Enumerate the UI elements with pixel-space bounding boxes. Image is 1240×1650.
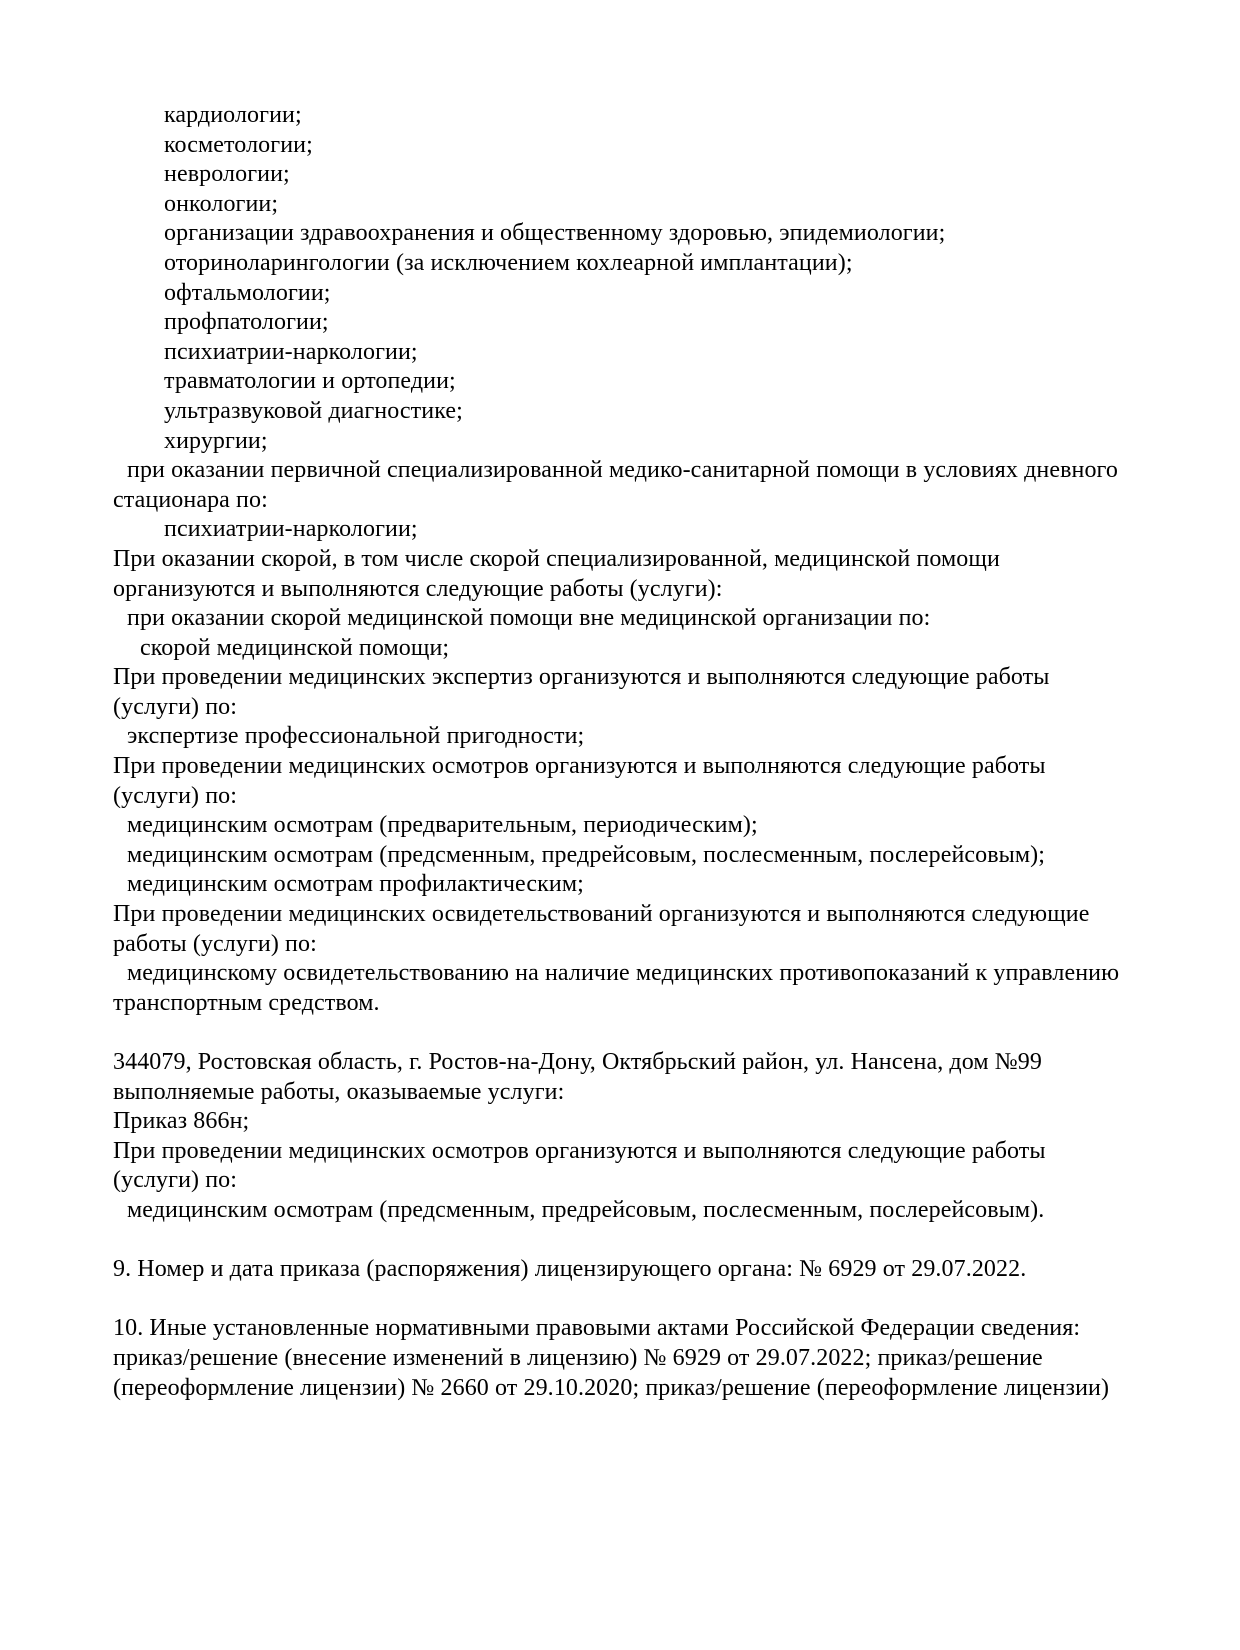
document-line: медицинским осмотрам (предсменным, предрейсовым, послесменным, послерейсовым); xyxy=(127,841,1046,868)
document-line: организации здравоохранения и общественному здоровью, эпидемиологии; xyxy=(164,220,946,247)
document-line: скорой медицинской помощи; xyxy=(140,634,450,661)
document-line: При проведении медицинских освидетельствований организуются и выполняются следующие xyxy=(113,901,1090,928)
document-line: (услуги) по: xyxy=(113,1167,238,1194)
document-line: психиатрии-наркологии; xyxy=(164,516,418,543)
document-line xyxy=(113,1226,1203,1256)
document-line: (услуги) по: xyxy=(113,782,238,809)
document-line: 9. Номер и дата приказа (распоряжения) лицензирующего органа: № 6929 от 29.07.2022. xyxy=(113,1256,1027,1283)
document-line: психиатрии-наркологии; xyxy=(164,338,418,365)
document-line: кардиологии; xyxy=(164,102,302,128)
document-line: (услуги) по: xyxy=(113,693,238,720)
document-line xyxy=(113,1018,1203,1048)
document-line: медицинскому освидетельствованию на наличие медицинских противопоказаний к управлению xyxy=(127,960,1120,987)
document-line: при оказании скорой медицинской помощи вне медицинской организации по: xyxy=(127,605,931,632)
document-line: неврологии; xyxy=(164,161,290,188)
document-line: офтальмологии; xyxy=(164,279,331,306)
document-line: Приказ 866н; xyxy=(113,1108,250,1135)
document-line: 10. Иные установленные нормативными правовыми актами Российской Федерации сведения: xyxy=(113,1315,1081,1342)
document-text-block xyxy=(113,101,1203,1403)
document-line: При проведении медицинских осмотров организуются и выполняются следующие работы xyxy=(113,1137,1046,1164)
document-line: оториноларингологии (за исключением кохлеарной имплантации); xyxy=(164,249,853,276)
document-line: хирургии; xyxy=(164,427,268,454)
document-line: организуются и выполняются следующие работы (услуги): xyxy=(113,575,723,602)
document-line: косметологии; xyxy=(164,131,313,158)
document-line: стационара по: xyxy=(113,486,268,513)
document-line: ультразвуковой диагностике; xyxy=(164,397,463,424)
document-line: при оказании первичной специализированной медико-санитарной помощи в условиях дневного xyxy=(127,457,1118,484)
document-line: (переоформление лицензии) № 2660 от 29.10.2020; приказ/решение (переоформление лицензии) xyxy=(113,1374,1110,1401)
document-line: профпатологии; xyxy=(164,309,329,336)
document-line: экспертизе профессиональной пригодности; xyxy=(127,723,585,750)
document-line: выполняемые работы, оказываемые услуги: xyxy=(113,1078,565,1105)
document-line: При проведении медицинских осмотров организуются и выполняются следующие работы xyxy=(113,753,1046,780)
document-line: приказ/решение (внесение изменений в лицензию) № 6929 от 29.07.2022; приказ/решение xyxy=(113,1344,1043,1371)
document-line: При проведении медицинских экспертиз организуются и выполняются следующие работы xyxy=(113,664,1050,691)
document-line: медицинским осмотрам профилактическим; xyxy=(127,871,584,898)
document-line: работы (услуги) по: xyxy=(113,930,317,957)
document-line: При оказании скорой, в том числе скорой специализированной, медицинской помощи xyxy=(113,545,1000,572)
document-line: травматологии и ортопедии; xyxy=(164,368,456,395)
document-line: транспортным средством. xyxy=(113,989,380,1016)
document-line xyxy=(113,1285,1203,1315)
document-line: онкологии; xyxy=(164,190,279,217)
document-line: медицинским осмотрам (предсменным, предрейсовым, послесменным, послерейсовым). xyxy=(127,1196,1045,1223)
document-line: 344079, Ростовская область, г. Ростов-на-Дону, Октябрьский район, ул. Нансена, дом №99 xyxy=(113,1049,1042,1075)
document-line: медицинским осмотрам (предварительным, периодическим); xyxy=(127,812,758,839)
